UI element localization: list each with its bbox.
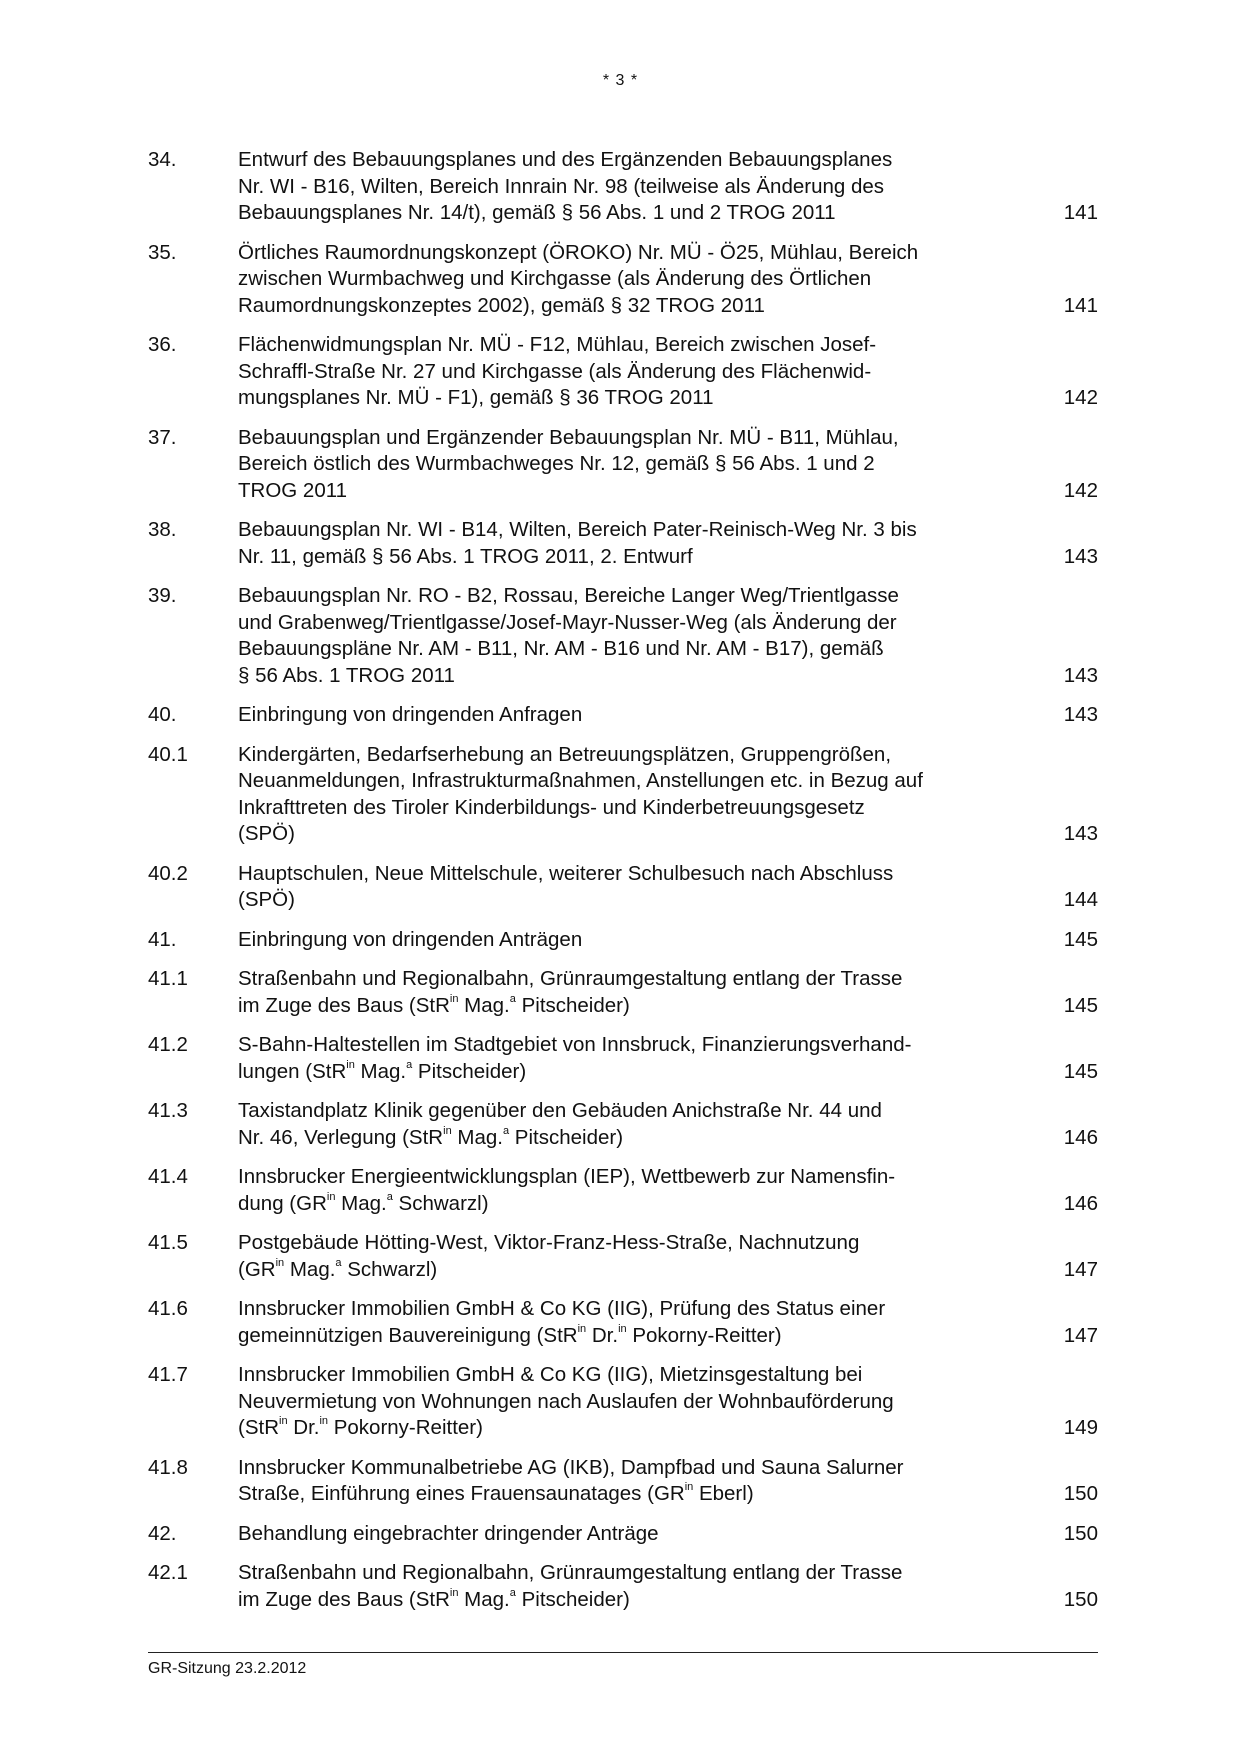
table-of-contents [148, 147, 1098, 1626]
toc-entry [148, 927, 1098, 954]
toc-entry-page: 143 [1063, 544, 1098, 568]
toc-entry [148, 1032, 1098, 1085]
toc-entry [148, 1230, 1098, 1283]
toc-entry-page: 141 [1063, 293, 1098, 317]
toc-entry-title-line: Straßenbahn und Regionalbahn, Grünraumgestaltung entlang der Trasse [238, 967, 903, 990]
toc-entry-page: 144 [1063, 888, 1098, 911]
toc-entry-page: 141 [1063, 201, 1098, 224]
toc-entry-number: 41.4 [148, 1165, 188, 1188]
toc-entry-number: 41.6 [148, 1297, 188, 1320]
toc-entry [148, 332, 1098, 412]
toc-entry-title [238, 1098, 1018, 1151]
toc-entry-title [238, 1032, 1018, 1085]
toc-entry-page: 150 [1063, 1587, 1098, 1611]
toc-entry-page: 142 [1063, 478, 1098, 502]
toc-entry-title-line: Schraffl-Straße Nr. 27 und Kirchgasse (als Änderung des Flächenwid- [238, 359, 872, 383]
toc-entry-title-line: Örtliches Raumordnungskonzept (ÖROKO) Nr. MÜ - Ö25, Mühlau, Bereich [238, 240, 919, 264]
toc-entry-title-line: Innsbrucker Energieentwicklungsplan (IEP), Wettbewerb zur Namensfin- [238, 1165, 896, 1188]
toc-entry [148, 702, 1098, 729]
toc-entry-title [238, 861, 1018, 914]
toc-entry-title-line: Einbringung von dringenden Anfragen [238, 703, 583, 726]
toc-entry-number: 41.1 [148, 967, 188, 990]
toc-entry-page: 146 [1063, 1125, 1098, 1149]
toc-entry-title [238, 240, 1018, 320]
page-number: * 3 * [602, 72, 639, 89]
toc-entry-title-line: Bebauungspläne Nr. AM - B11, Nr. AM - B16 und Nr. AM - B17), gemäß [238, 637, 884, 660]
toc-entry-title-line: Behandlung eingebrachter dringender Anträge [238, 1521, 659, 1545]
toc-entry-title-line: lungen (StR$^{in}$ Mag.$^a$ Pitscheider) [238, 1058, 527, 1083]
toc-entry-title-line: Einbringung von dringenden Anträgen [238, 927, 583, 951]
toc-entry [148, 240, 1098, 320]
toc-entry [148, 1362, 1098, 1442]
toc-entry-number: 42. [148, 1521, 177, 1545]
toc-entry-number: 41.2 [148, 1033, 188, 1056]
toc-entry-title [238, 1521, 1018, 1548]
toc-entry-title [238, 425, 1018, 505]
toc-entry-page: 149 [1063, 1416, 1098, 1439]
toc-entry-title-line: Bebauungsplanes Nr. 14/t), gemäß § 56 Abs. 1 und 2 TROG 2011 [238, 201, 836, 224]
toc-entry [148, 1560, 1098, 1613]
toc-entry-title-line: (SPÖ) [238, 888, 295, 911]
toc-entry-title [238, 1230, 1018, 1283]
toc-entry-title [238, 1164, 1018, 1217]
toc-entry-title [238, 1362, 1018, 1442]
toc-entry-title-line: Kindergärten, Bedarfserhebung an Betreuungsplätzen, Gruppengrößen, [238, 742, 892, 766]
toc-entry-title [238, 927, 1018, 954]
toc-entry [148, 742, 1098, 848]
toc-entry-number: 41.5 [148, 1231, 188, 1254]
toc-entry-title-line: Innsbrucker Kommunalbetriebe AG (IKB), Dampfbad und Sauna Salurner [238, 1455, 904, 1479]
toc-entry-page: 143 [1063, 703, 1098, 726]
toc-entry-title-line: Bebauungsplan und Ergänzender Bebauungsplan Nr. MÜ - B11, Mühlau, [238, 425, 899, 449]
toc-entry-page: 143 [1063, 663, 1098, 687]
toc-entry-number: 39. [148, 584, 177, 607]
toc-entry-page: 150 [1063, 1482, 1098, 1505]
toc-entry-title-line: Neuanmeldungen, Infrastrukturmaßnahmen, Anstellungen etc. in Bezug auf [238, 769, 923, 792]
toc-entry [148, 583, 1098, 689]
toc-entry-title-line: § 56 Abs. 1 TROG 2011 [238, 663, 455, 687]
toc-entry-page: 143 [1063, 822, 1098, 845]
toc-entry-title-line: Straße, Einführung eines Frauensaunatages ($GR^{in}$ Eberl) [238, 1481, 754, 1505]
footer-text: GR-Sitzung 23.2.2012 [148, 1660, 307, 1677]
toc-entry-page: 147 [1063, 1257, 1098, 1281]
toc-entry-title-line: Nr. WI - B16, Wilten, Bereich Innrain Nr. 98 (teilweise als Änderung des [238, 174, 885, 198]
toc-entry-title [238, 1296, 1018, 1349]
toc-entry-number: 35. [148, 240, 177, 264]
toc-entry-number: 40.1 [148, 742, 188, 766]
toc-entry-title [238, 742, 1018, 848]
toc-entry-title [238, 1560, 1018, 1613]
toc-entry-number: 40.2 [148, 861, 188, 885]
toc-entry-title-line: Entwurf des Bebauungsplanes und des Ergänzenden Bebauungsplanes [238, 148, 893, 171]
toc-entry-title [238, 583, 1018, 689]
toc-entry [148, 1098, 1098, 1151]
toc-entry-title-line: im Zuge des Baus (StR$^{in}$ Mag.$^a$ Pitscheider) [238, 992, 630, 1017]
toc-entry-title-line: mungsplanes Nr. MÜ - F1), gemäß § 36 TROG 2011 [238, 386, 714, 409]
toc-entry-number: 40. [148, 703, 177, 726]
toc-entry-title-line: im Zuge des Baus (StR$^{in}$ Mag.$^a$ Pitscheider) [238, 1586, 630, 1611]
toc-entry-number: 36. [148, 333, 177, 356]
toc-entry [148, 425, 1098, 505]
toc-entry-title-line: Bereich östlich des Wurmbachweges Nr. 12, gemäß § 56 Abs. 1 und 2 [238, 452, 875, 475]
toc-entry [148, 1521, 1098, 1548]
toc-entry [148, 1164, 1098, 1217]
toc-entry-title-line: Raumordnungskonzeptes 2002), gemäß § 32 TROG 2011 [238, 293, 765, 317]
toc-entry-title-line: TROG 2011 [238, 478, 347, 502]
toc-entry-number: 37. [148, 425, 177, 449]
toc-entry-title [238, 332, 1018, 412]
toc-entry-title-line: Hauptschulen, Neue Mittelschule, weiterer Schulbesuch nach Abschluss [238, 861, 894, 885]
toc-entry-page: 146 [1063, 1191, 1098, 1215]
toc-entry-title-line: ($GR^{in}$ Mag.$^a$ Schwarzl) [238, 1256, 438, 1281]
toc-entry-title-line: Bebauungsplan Nr. WI - B14, Wilten, Bereich Pater-Reinisch-Weg Nr. 3 bis [238, 518, 917, 541]
toc-entry-title-line: Inkrafttreten des Tiroler Kinderbildungs- und Kinderbetreuungsgesetz [238, 795, 865, 819]
toc-entry-title-line: (SPÖ) [238, 822, 295, 845]
toc-entry-title-line: und Grabenweg/Trientlgasse/Josef-Mayr-Nusser-Weg (als Änderung der [238, 610, 897, 634]
toc-entry-title [238, 1455, 1018, 1508]
toc-entry-title-line: Straßenbahn und Regionalbahn, Grünraumgestaltung entlang der Trasse [238, 1561, 903, 1584]
toc-entry-page: 150 [1063, 1521, 1098, 1545]
toc-entry-number: 42.1 [148, 1561, 188, 1584]
toc-entry-title [238, 702, 1018, 729]
toc-entry [148, 1296, 1098, 1349]
toc-entry-title-line: zwischen Wurmbachweg und Kirchgasse (als Änderung des Örtlichen [238, 267, 872, 290]
toc-entry-title-line: Innsbrucker Immobilien GmbH & Co KG (IIG), Mietzinsgestaltung bei [238, 1363, 863, 1386]
toc-entry [148, 147, 1098, 227]
toc-entry-title-line: gemeinnützigen Bauvereinigung (StR$^{in}$ Dr.$^{in}$ Pokorny-Reitter) [238, 1322, 782, 1347]
toc-entry-page: 147 [1063, 1323, 1098, 1347]
toc-entry [148, 517, 1098, 570]
toc-entry-title-line: Nr. 46, Verlegung (StR$^{in}$ Mag.$^a$ Pitscheider) [238, 1124, 624, 1149]
toc-entry-page: 145 [1063, 1059, 1098, 1083]
toc-entry-title [238, 147, 1018, 227]
toc-entry-title [238, 517, 1018, 570]
toc-entry-number: 38. [148, 518, 177, 541]
toc-entry-page: 145 [1063, 927, 1098, 951]
toc-entry-title-line: Taxistandplatz Klinik gegenüber den Gebäuden Anichstraße Nr. 44 und [238, 1099, 882, 1122]
footer-divider [148, 1652, 1098, 1653]
toc-entry-number: 41. [148, 927, 177, 951]
toc-entry [148, 966, 1098, 1019]
toc-entry-number: 34. [148, 148, 177, 171]
toc-entry [148, 1455, 1098, 1508]
toc-entry-title-line: Postgebäude Hötting-West, Viktor-Franz-Hess-Straße, Nachnutzung [238, 1231, 860, 1254]
toc-entry-title-line: Nr. 11, gemäß § 56 Abs. 1 TROG 2011, 2. Entwurf [238, 544, 693, 568]
toc-entry-title-line: dung ($GR^{in}$ Mag.$^a$ Schwarzl) [238, 1190, 489, 1215]
toc-entry-title-line: Bebauungsplan Nr. RO - B2, Rossau, Bereiche Langer Weg/Trientlgasse [238, 584, 899, 607]
toc-entry-page: 145 [1063, 993, 1098, 1017]
toc-entry-number: 41.3 [148, 1099, 188, 1122]
toc-entry-number: 41.7 [148, 1363, 188, 1386]
toc-entry-title-line: (StR$^{in}$ Dr.$^{in}$ Pokorny-Reitter) [238, 1415, 483, 1439]
toc-entry [148, 861, 1098, 914]
toc-entry-title [238, 966, 1018, 1019]
toc-entry-title-line: S-Bahn-Haltestellen im Stadtgebiet von Innsbruck, Finanzierungsverhand- [238, 1033, 912, 1056]
toc-entry-title-line: Neuvermietung von Wohnungen nach Auslaufen der Wohnbauförderung [238, 1389, 894, 1413]
toc-entry-page: 142 [1063, 386, 1098, 409]
toc-entry-title-line: Flächenwidmungsplan Nr. MÜ - F12, Mühlau, Bereich zwischen Josef- [238, 333, 877, 356]
toc-entry-number: 41.8 [148, 1455, 188, 1479]
toc-entry-title-line: Innsbrucker Immobilien GmbH & Co KG (IIG), Prüfung des Status einer [238, 1297, 886, 1320]
